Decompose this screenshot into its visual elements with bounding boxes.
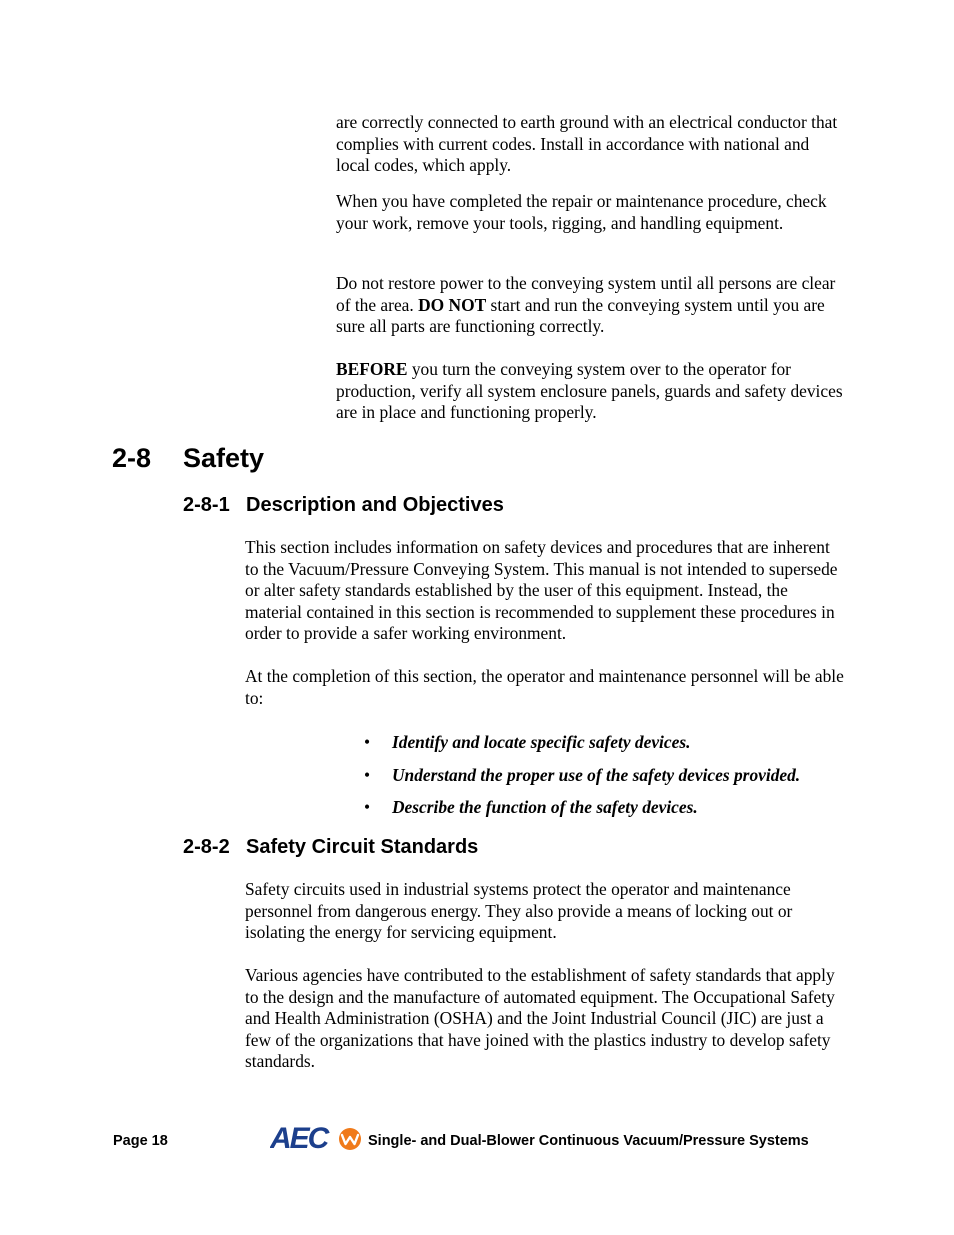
page-number: Page 18 [113,1133,168,1149]
bullet-icon: • [364,764,371,785]
subsection-heading-description: 2-8-1 Description and Objectives [183,494,504,516]
before-emphasis: BEFORE [336,359,408,379]
svg-text:AEC: AEC [270,1123,328,1151]
objectives-list [362,730,862,828]
document-title: Single- and Dual-Blower Continuous Vacuum/Pressure Systems [368,1133,809,1149]
list-item: • Understand the proper use of the safety devices provided. [364,764,801,785]
list-item: • Identify and locate specific safety devices. [364,732,691,752]
paragraph-objectives-intro: At the completion of this section, the operator and maintenance personnel will be able to: [245,666,844,708]
subsection-heading-standards: 2-8-2 Safety Circuit Standards [183,836,479,858]
bullet-icon: • [364,797,371,817]
list-item: • Describe the function of the safety devices. [364,797,698,817]
do-not-emphasis: DO NOT [418,294,487,315]
aec-logo-icon [270,1123,362,1151]
paragraph-agencies: Various agencies have contributed to the establishment of safety standards that apply to the design and the manufacture of automated equipment. The Occupational Safety and Health Administration (OSHA) and the Joint Industrial Council (JIC) are just a few of the organizations that have joined with the plastics industry to develop safety standards. [245,965,835,1072]
paragraph-safety-circuits: Safety circuits used in industrial systems protect the operator and maintenance personnel from dangerous energy. They also provide a means of locking out or isolating the energy for servicing equipment. [245,879,793,943]
paragraph-completion: When you have completed the repair or maintenance procedure, check your work, remove your tools, rigging, and handling equipment. [336,191,827,233]
paragraph-restore-power: Do not restore power to the conveying system until all persons are clear of the area. DO NOT start and run the conveying system until you are sure all parts are functioning correctly. [336,273,836,337]
bullet-icon: • [364,732,371,752]
paragraph-before-turnover: BEFORE you turn the conveying system over to the operator for production, verify all system enclosure panels, guards and safety devices are in place and functioning properly. [336,359,843,423]
paragraph-description: This section includes information on safety devices and procedures that are inherent to the Vacuum/Pressure Conveying System. This manual is not intended to supersede or alter safety standards established by the user of this equipment. Instead, the material contained in this section is recommended to supplement these procedures in order to provide a safer working environment. [245,537,838,644]
section-heading: 2-8 Safety [112,443,265,473]
paragraph-grounding: are correctly connected to earth ground with an electrical conductor that complies with current codes. Install in accordance with national and local codes, which apply. [336,112,838,176]
